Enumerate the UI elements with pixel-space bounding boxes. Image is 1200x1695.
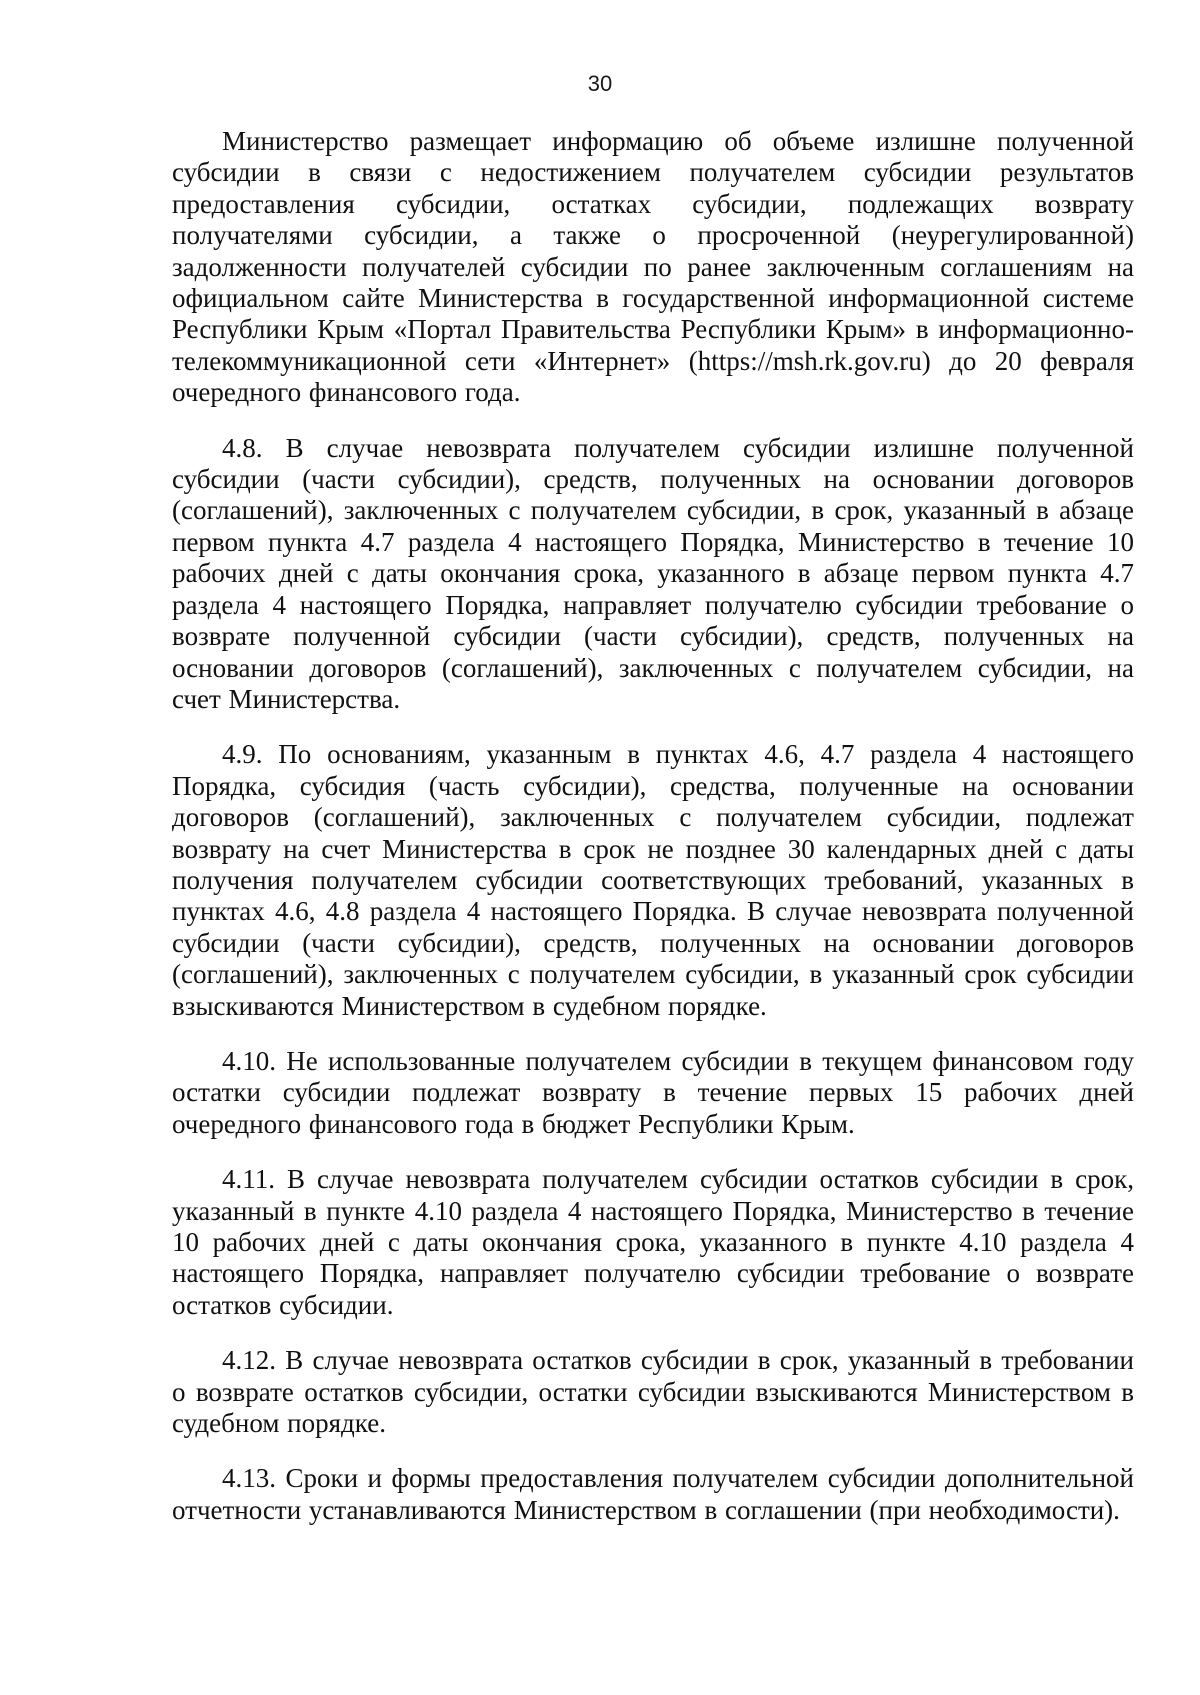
paragraph-4-8: 4.8. В случае невозврата получателем субсидии излишне полученной субсидии (части субсидии), средств, полученных на основании договоров (соглашений), заключенных с получателем субсидии, в срок, указанный в абзаце первом пункта 4.7 раздела 4 настоящего Порядка, Министерство в течение 10 рабочих дней с даты окончания срока, указанного в абзаце первом пункта 4.7 раздела 4 настоящего Порядка, направляет получателю субсидии требование о возврате полученной субсидии (части субсидии), средств, полученных на основании договоров (соглашений), заключенных с получателем субсидии, на счет Министерства. [172, 432, 1134, 714]
paragraph-ministry-info: Министерство размещает информацию об объеме излишне полученной субсидии в связи с недостижением получателем субсидии результатов предоставления субсидии, остатках субсидии, подлежащих возврату получателями субсидии, а также о просроченной (неурегулированной) задолженности получателей субсидии по ранее заключенным соглашениям на официальном сайте Министерства в государственной информационной системе Республики Крым «Портал Правительства Республики Крым» в информационно-телекоммуникационной сети «Интернет» (https://msh.rk.gov.ru) до 20 февраля очередного финансового года. [172, 126, 1134, 408]
page-number: 30 [587, 71, 613, 96]
paragraph-4-11: 4.11. В случае невозврата получателем субсидии остатков субсидии в срок, указанный в пункте 4.10 раздела 4 настоящего Порядка, Министерство в течение 10 рабочих дней с даты окончания срока, указанного в пункте 4.10 раздела 4 настоящего Порядка, направляет получателю субсидии требование о возврате остатков субсидии. [172, 1164, 1134, 1320]
paragraph-4-10: 4.10. Не использованные получателем субсидии в текущем финансовом году остатки субсидии подлежат возврату в течение первых 15 рабочих дней очередного финансового года в бюджет Республики Крым. [172, 1045, 1134, 1139]
paragraph-4-13: 4.13. Сроки и формы предоставления получателем субсидии дополнительной отчетности устанавливаются Министерством в соглашении (при необходимости). [172, 1463, 1134, 1525]
document-body [172, 126, 1134, 1526]
paragraph-4-9: 4.9. По основаниям, указанным в пунктах 4.6, 4.7 раздела 4 настоящего Порядка, субсидия (часть субсидии), средства, полученные на основании договоров (соглашений), заключенных с получателем субсидии, подлежат возврату на счет Министерства в срок не позднее 30 календарных дней с даты получения получателем субсидии соответствующих требований, указанных в пунктах 4.6, 4.8 раздела 4 настоящего Порядка. В случае невозврата полученной субсидии (части субсидии), средств, полученных на основании договоров (соглашений), заключенных с получателем субсидии, в указанный срок субсидии взыскиваются Министерством в судебном порядке. [172, 739, 1134, 1021]
paragraph-4-12: 4.12. В случае невозврата остатков субсидии в срок, указанный в требовании о возврате остатков субсидии, остатки субсидии взыскиваются Министерством в судебном порядке. [172, 1345, 1134, 1439]
